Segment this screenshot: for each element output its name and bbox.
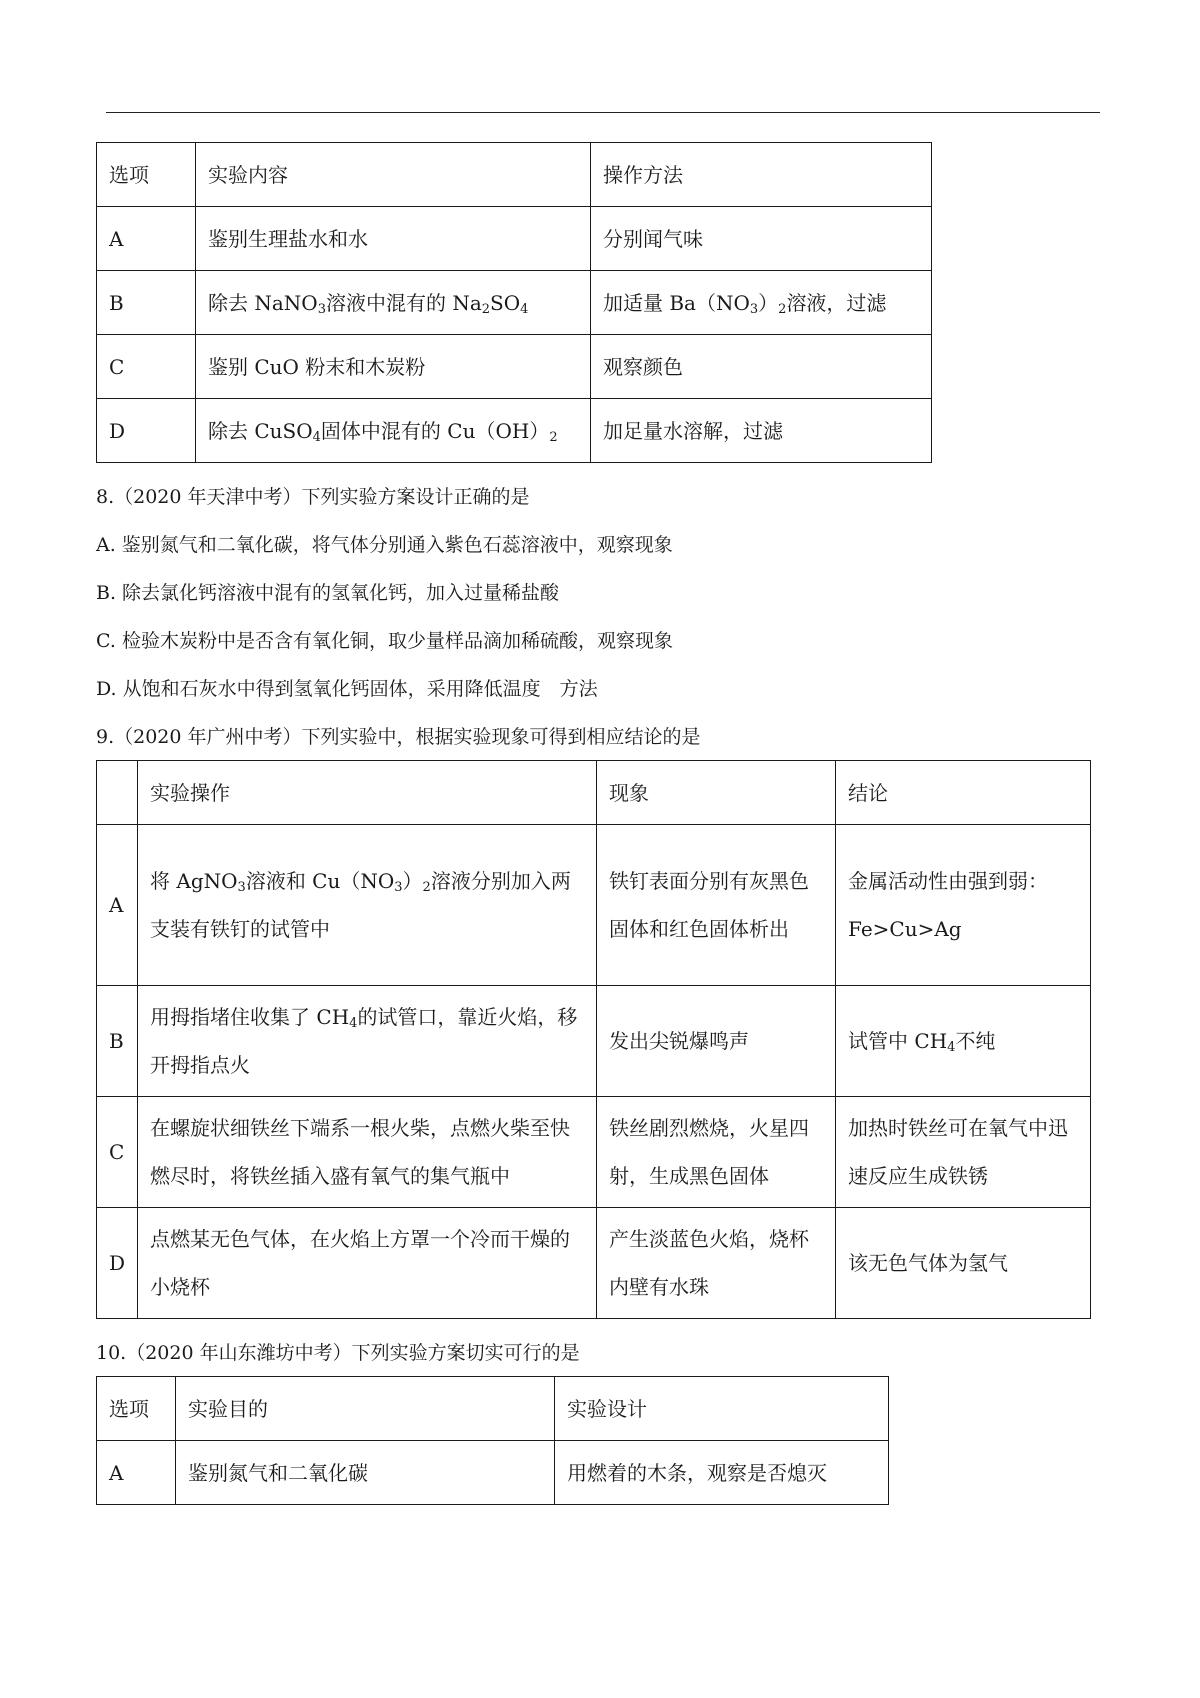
purpose-cell: 鉴别氮气和二氧化碳 [176,1441,555,1505]
experiment-table-q10 [96,1376,889,1505]
phenomenon-cell: 发出尖锐爆鸣声 [597,986,836,1097]
method-cell: 加适量 $Ba(NO_3)_2$溶液，过滤 [591,271,932,335]
table-header-row [97,143,932,207]
question-8-option-a: A. 鉴别氮气和二氧化碳，将气体分别通入紫色石蕊溶液中，观察现象 [96,534,673,556]
header-cell: 实验内容 [196,143,591,207]
option-cell: A [97,825,138,986]
experiment-table-q9 [96,760,1091,1319]
header-cell: 实验目的 [176,1377,555,1441]
header-cell: 结论 [836,761,1091,825]
table-row [97,399,932,463]
header-cell: 现象 [597,761,836,825]
option-cell: C [97,1097,138,1208]
content-cell: 鉴别生理盐水和水 [196,207,591,271]
option-cell: B [97,986,138,1097]
table-header-row [97,1377,889,1441]
phenomenon-cell: 铁钉表面分别有灰黑色固体和红色固体析出 [597,825,836,986]
option-cell: A [97,1441,176,1505]
question-8-option-b: B. 除去氯化钙溶液中混有的氢氧化钙，加入过量稀盐酸 [96,582,560,604]
table-row [97,1441,889,1505]
content-cell: 鉴别 CuO 粉末和木炭粉 [196,335,591,399]
header-cell: 操作方法 [591,143,932,207]
question-9-stem: 9.（2020 年广州中考）下列实验中，根据实验现象可得到相应结论的是 [96,726,701,748]
table-row [97,207,932,271]
method-cell: 分别闻气味 [591,207,932,271]
conclusion-cell: 金属活动性由强到弱： Fe>Cu>Ag [836,825,1091,986]
table-header-row [97,761,1091,825]
option-cell: B [97,271,196,335]
option-cell: D [97,1208,138,1319]
operation-cell: 将 AgNO$_3$溶液和 $Cu(NO_3)_2$溶液分别加入两支装有铁钉的试管中 [138,825,597,986]
table-row [97,335,932,399]
header-cell: 选项 [97,1377,176,1441]
question-8-stem: 8.（2020 年天津中考）下列实验方案设计正确的是 [96,486,530,508]
conclusion-cell: 试管中 $CH_4$不纯 [836,986,1091,1097]
header-rule [106,112,1100,113]
phenomenon-cell: 产生淡蓝色火焰，烧杯内壁有水珠 [597,1208,836,1319]
design-cell: 用燃着的木条，观察是否熄灭 [555,1441,889,1505]
phenomenon-cell: 铁丝剧烈燃烧，火星四射，生成黑色固体 [597,1097,836,1208]
experiment-table-q7 [96,142,932,463]
method-cell: 观察颜色 [591,335,932,399]
operation-cell: 在螺旋状细铁丝下端系一根火柴，点燃火柴至快燃尽时，将铁丝插入盛有氧气的集气瓶中 [138,1097,597,1208]
conclusion-cell: 该无色气体为氢气 [836,1208,1091,1319]
header-cell: 实验设计 [555,1377,889,1441]
option-cell: A [97,207,196,271]
question-8-option-c: C. 检验木炭粉中是否含有氧化铜，取少量样品滴加稀硫酸，观察现象 [96,630,673,652]
operation-cell: 点燃某无色气体，在火焰上方罩一个冷而干燥的小烧杯 [138,1208,597,1319]
header-cell: 选项 [97,143,196,207]
header-cell: 实验操作 [138,761,597,825]
method-cell: 加足量水溶解，过滤 [591,399,932,463]
table-row [97,271,932,335]
header-cell [97,761,138,825]
table-row [97,1097,1091,1208]
question-8-option-d: D. 从饱和石灰水中得到氢氧化钙固体，采用降低温度 方法 [96,678,598,700]
content-cell: 除去 CuSO$_4$固体中混有的 $Cu(OH)_2$ [196,399,591,463]
option-cell: D [97,399,196,463]
question-10-stem: 10.（2020 年山东潍坊中考）下列实验方案切实可行的是 [96,1342,580,1364]
operation-cell: 用拇指堵住收集了 $CH_4$的试管口，靠近火焰，移开拇指点火 [138,986,597,1097]
table-row [97,825,1091,986]
content-cell: 除去 NaNO$_3$溶液中混有的 $Na_2SO_4$ [196,271,591,335]
option-cell: C [97,335,196,399]
table-row [97,1208,1091,1319]
conclusion-cell: 加热时铁丝可在氧气中迅速反应生成铁锈 [836,1097,1091,1208]
table-row [97,986,1091,1097]
